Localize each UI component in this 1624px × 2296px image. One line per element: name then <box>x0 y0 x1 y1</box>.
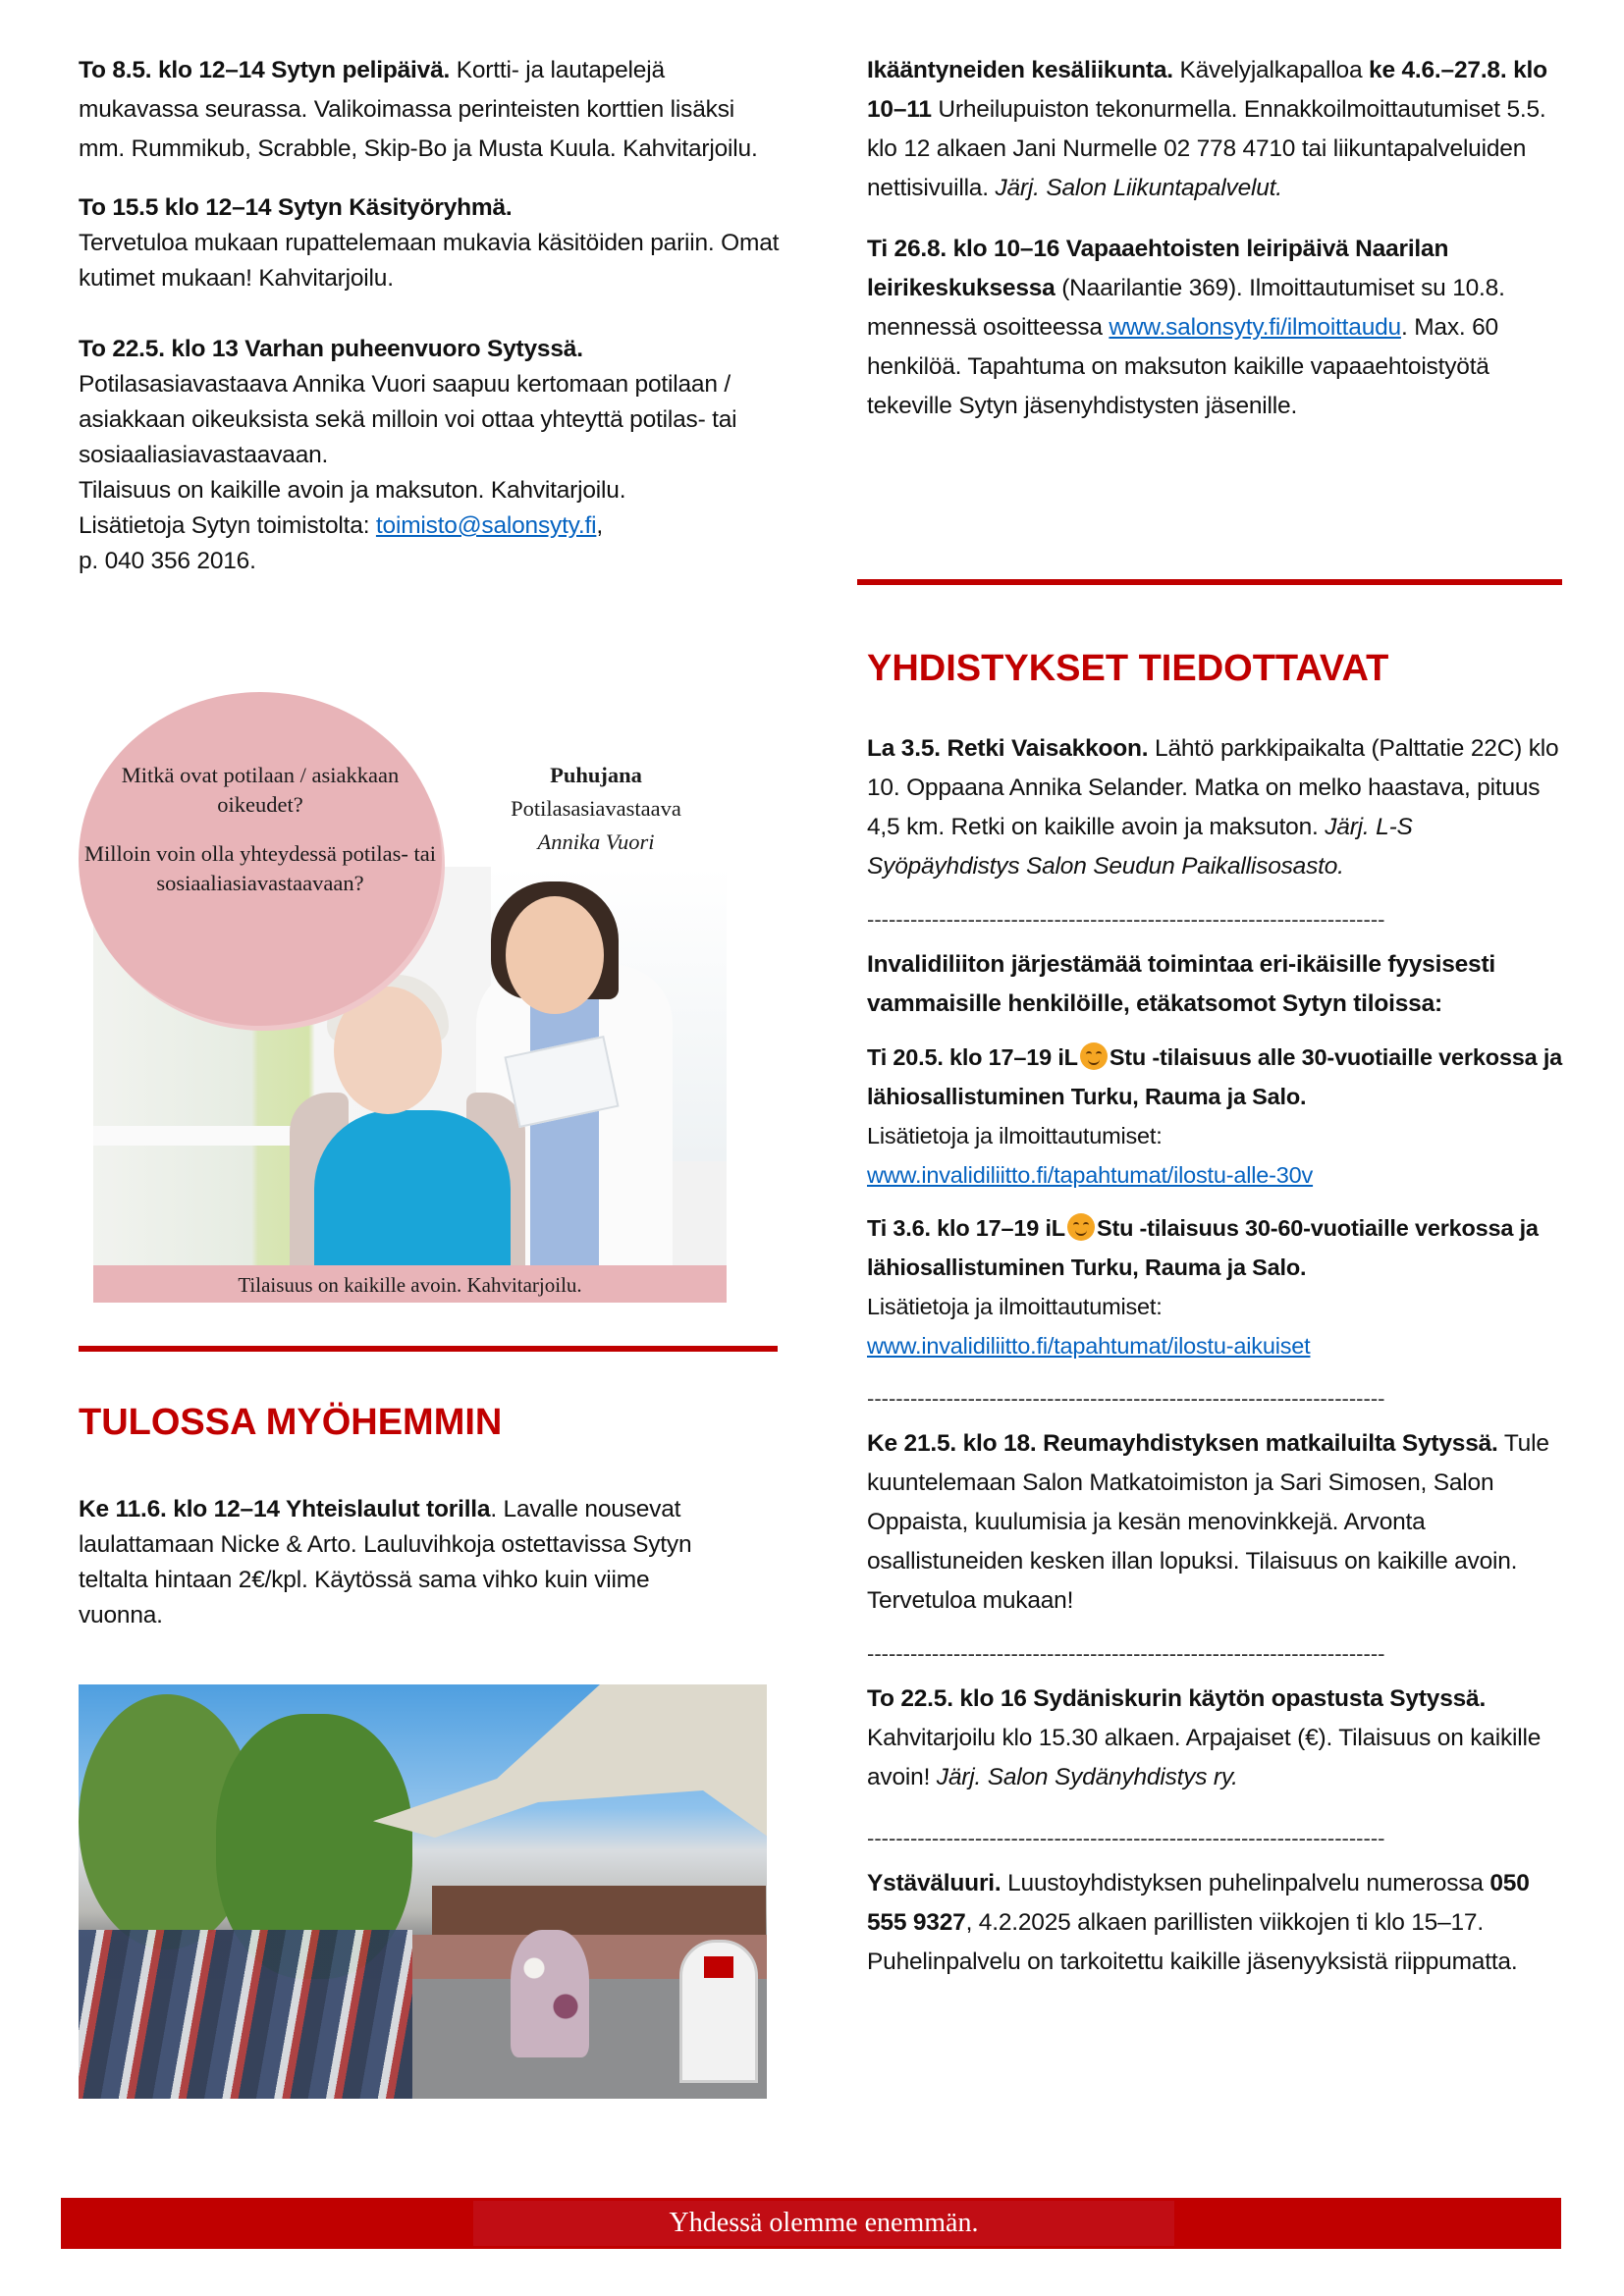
speaker-name: Annika Vuori <box>537 829 655 854</box>
footer-banner <box>61 2198 1561 2249</box>
event-info: Lisätietoja ja ilmoittautumiset: <box>867 1123 1163 1148</box>
event-title: Stu -tilaisuus alle 30-vuotiaille verkossa ja lähiosallistuminen Turku, Rauma ja Salo. <box>867 1044 1563 1109</box>
speaker-label: Puhujana <box>550 763 642 787</box>
photo-doctor-face <box>506 896 604 1014</box>
event-title: Ystäväluuri. <box>867 1870 1001 1896</box>
event-hike <box>867 729 1564 886</box>
event-title: Ti 26.8. klo 10–16 Vapaaehtoisten leiripäivä Naarilan leirikeskuksessa <box>867 236 1449 301</box>
phone-number: 050 555 9327 <box>867 1870 1530 1936</box>
event-organizer: Järj. Salon Sydänyhdistys ry. <box>936 1764 1238 1790</box>
event-craft-group <box>79 190 785 296</box>
event-title: Ikääntyneiden kesäliikunta. <box>867 57 1173 83</box>
dashed-separator: ------------------------------------------------------------------------ <box>867 1642 1385 1666</box>
associations-list <box>867 729 1564 2003</box>
smiley-icon <box>1080 1042 1108 1070</box>
poster-speaker <box>463 759 729 859</box>
photo-sign-board <box>679 1940 758 2083</box>
event-body: Tervetuloa mukaan rupattelemaan mukavia käsitöiden pariin. Omat kutimet mukaan! Kahvitarjoilu. <box>79 230 780 292</box>
section-title-upcoming: TULOSSA MYÖHEMMIN <box>79 1402 503 1443</box>
event-title: Ti 20.5. klo 17–19 iL <box>867 1044 1078 1070</box>
photo-flower-tower <box>511 1930 589 2057</box>
event-body: Kortti- ja lautapelejä mukavassa seurassa. Valikoimassa perinteisten korttien lisäksi mm. Rummikub, Scrabble, Skip-Bo ja Musta Kuula. Kahvitarjoilu. <box>79 57 758 162</box>
event-title: To 22.5. klo 16 Sydäniskurin käytön opastusta Sytyssä. <box>867 1685 1487 1712</box>
event-info: Lisätietoja ja ilmoittautumiset: <box>867 1294 1163 1319</box>
registration-link[interactable]: www.salonsyty.fi/ilmoittaudu <box>1109 314 1401 341</box>
smiley-icon <box>1067 1213 1095 1241</box>
event-sing-along <box>79 1492 707 1633</box>
ilostu-under-30-link[interactable]: www.invalidiliitto.fi/tapahtumat/ilostu-alle-30v <box>867 1162 1314 1188</box>
poster-footer: Tilaisuus on kaikille avoin. Kahvitarjoilu. <box>93 1265 727 1303</box>
event-body: (Naarilantie 369). Ilmoittautumiset su 10.8. mennessä osoitteessa <box>867 275 1505 341</box>
invalid-intro: Invalidiliiton järjestämää toimintaa eri-ikäisille fyysisesti vammaisille henkilöille, etäkatsomot Sytyn tiloissa: <box>867 951 1496 1017</box>
dashed-separator: ------------------------------------------------------------------------ <box>867 908 1385 932</box>
event-title: Ke 11.6. klo 12–14 Yhteislaulut torilla <box>79 1496 491 1522</box>
event-body: Tule kuuntelemaan Salon Matkatoimiston ja Sari Simosen, Salon Oppaista, kuulumisia ja kesän menovinkkejä. Arvonta osallistuneiden kesken illan lopuksi. Tilaisuus on kaikille avoin. Tervetuloa mukaan! <box>867 1430 1549 1614</box>
event-body: . Lavalle nousevat laulattamaan Nicke & Arto. Lauluvihkoja ostettavissa Sytyn teltalta hintaan 2€/kpl. Käytössä sama vihko kuin viime vuonna. <box>79 1496 692 1629</box>
event-title: Stu -tilaisuus 30-60-vuotiaille verkossa ja lähiosallistuminen Turku, Rauma ja Salo. <box>867 1215 1539 1280</box>
event-reuma-evening <box>867 1424 1564 1621</box>
event-friend-phone <box>867 1864 1564 1982</box>
section-divider <box>857 579 1562 585</box>
photo-audience <box>79 1930 412 2099</box>
event-body: Luustoyhdistyksen puhelinpalvelu numerossa <box>1001 1870 1490 1896</box>
event-body-2: Tilaisuus on kaikille avoin ja maksuton. Kahvitarjoilu. <box>79 477 626 504</box>
event-body: Potilasasiavastaava Annika Vuori saapuu kertomaan potilaan / asiakkaan oikeuksista sekä milloin voi ottaa yhteyttä potilas- tai sosiaaliasiavastaavaan. <box>79 371 737 468</box>
speaker-role: Potilasasiavastaava <box>511 796 681 821</box>
event-body: . Max. 60 henkilöä. Tapahtuma on maksuton kaikille vapaaehtoistyötä tekeville Sytyn jäsenyhdistysten jäsenille. <box>867 314 1498 419</box>
event-title: Ke 21.5. klo 18. Reumayhdistyksen matkailuilta Sytyssä. <box>867 1430 1498 1457</box>
event-body: Kävelyjalkapalloa <box>1172 57 1370 83</box>
event-title: To 15.5 klo 12–14 Sytyn Käsityöryhmä. <box>79 194 513 221</box>
event-volunteer-camp <box>867 230 1564 426</box>
event-title: To 22.5. klo 13 Varhan puheenvuoro Sytyssä. <box>79 336 583 362</box>
contact-suffix: , <box>596 512 603 539</box>
photo-doctor-shirt <box>530 985 599 1303</box>
photo-stage-canopy <box>373 1684 767 1920</box>
photo-patient-face <box>334 987 442 1114</box>
email-link[interactable]: toimisto@salonsyty.fi <box>375 512 597 539</box>
event-body: Lähtö parkkipaikalta (Palttatie 22C) klo 10. Oppaana Annika Selander. Matka on melko haastava, pituus 4,5 km. Retki on kaikille avoin ja maksuton. <box>867 735 1559 840</box>
poster-question-2: Milloin voin olla yhteydessä potilas- tai sosiaaliasiavastaavaan? <box>83 841 437 895</box>
footer-slogan: Yhdessä olemme enemmän. <box>473 2201 1174 2246</box>
dashed-separator: ------------------------------------------------------------------------ <box>867 1827 1385 1850</box>
section-title-associations: YHDISTYKSET TIEDOTTAVAT <box>867 648 1389 689</box>
event-title: Ti 3.6. klo 17–19 iL <box>867 1215 1065 1241</box>
event-body: Urheilupuiston tekonurmella. Ennakkoilmoittautumiset 5.5. klo 12 alkaen Jani Nurmelle 02 778 4710 tai liikuntapalveluiden nettisivuilla. <box>867 96 1546 201</box>
event-ilostu-under-30 <box>867 1038 1564 1195</box>
section-divider <box>79 1346 778 1352</box>
phone-number: p. 040 356 2016. <box>79 548 256 574</box>
event-organizer: Järj. Salon Liikuntapalvelut. <box>995 175 1282 201</box>
event-defibrillator <box>867 1680 1564 1797</box>
event-organizer: Järj. L-S Syöpäyhdistys Salon Seudun Paikallisosasto. <box>867 814 1413 880</box>
event-date: ke 4.6.–27.8. klo 10–11 <box>867 57 1547 123</box>
event-body: , 4.2.2025 alkaen parillisten viikkojen ti klo 15–17. Puhelinpalvelu on tarkoitettu kaikille jäsenyyksistä riippumatta. <box>867 1909 1518 1975</box>
event-title: La 3.5. Retki Vaisakkoon. <box>867 735 1149 762</box>
dashed-separator: ------------------------------------------------------------------------ <box>867 1387 1385 1411</box>
event-game-day <box>79 51 785 169</box>
contact-prefix: Lisätietoja Sytyn toimistolta: <box>79 512 376 539</box>
event-senior-exercise <box>867 51 1564 208</box>
event-varha-talk <box>79 332 785 579</box>
event-title: To 8.5. klo 12–14 Sytyn pelipäivä. <box>79 57 451 83</box>
sing-along-photo <box>79 1684 767 2099</box>
ilostu-adults-link[interactable]: www.invalidiliitto.fi/tapahtumat/ilostu-aikuiset <box>867 1333 1311 1359</box>
event-body: Kahvitarjoilu klo 15.30 alkaen. Arpajaiset (€). Tilaisuus on kaikille avoin! <box>867 1725 1542 1790</box>
event-poster-image <box>79 692 727 1303</box>
event-ilostu-adults <box>867 1208 1564 1365</box>
poster-question-circle <box>79 692 442 1026</box>
right-column <box>867 51 1564 448</box>
poster-question-1: Mitkä ovat potilaan / asiakkaan oikeudet? <box>121 763 400 817</box>
left-column <box>79 51 785 601</box>
